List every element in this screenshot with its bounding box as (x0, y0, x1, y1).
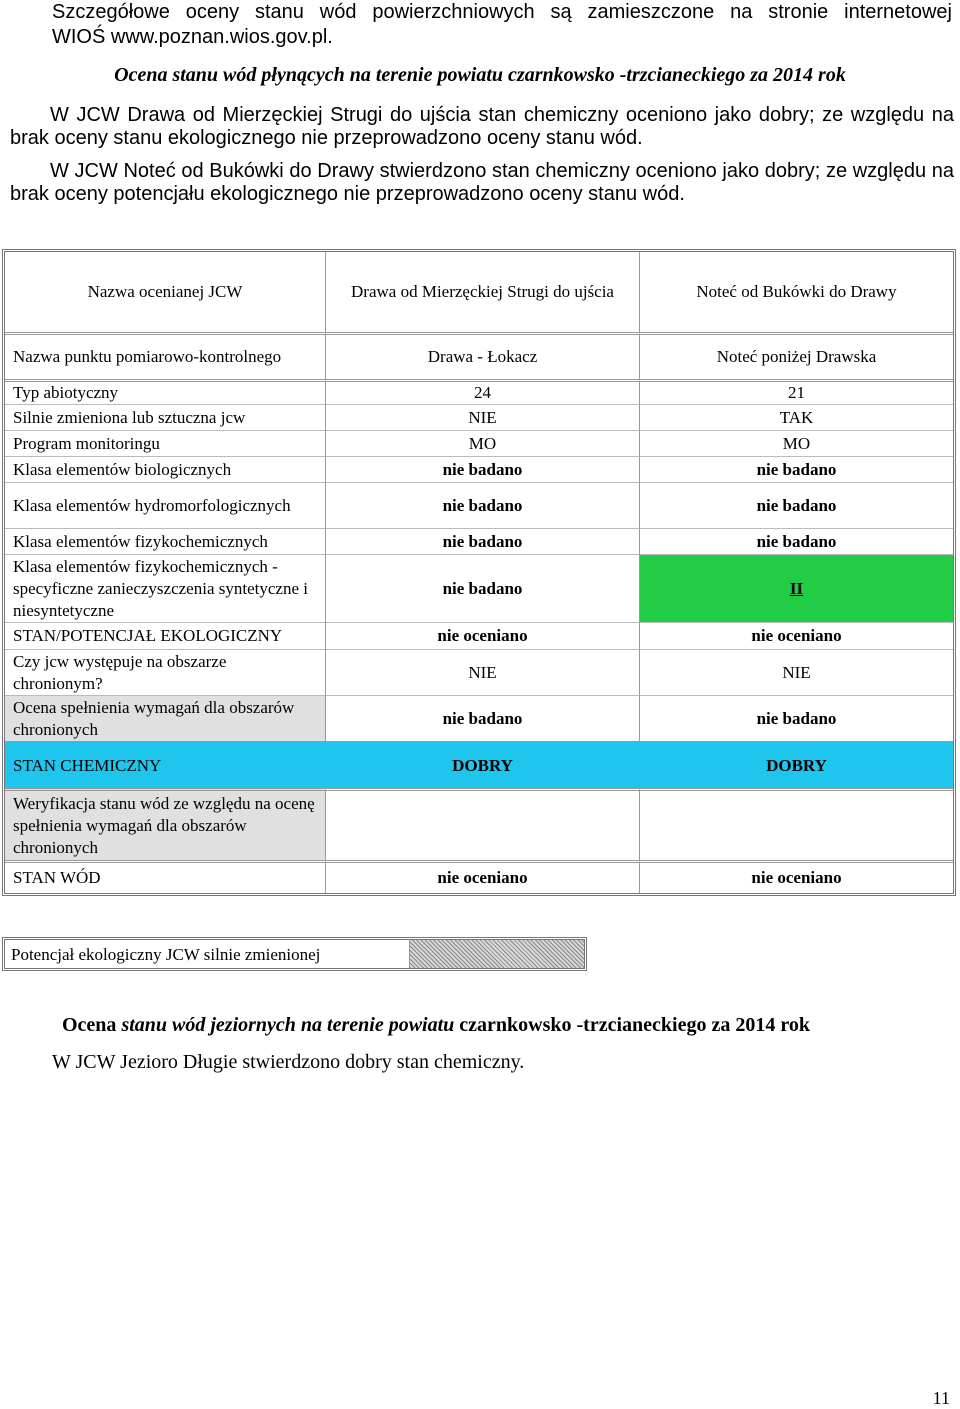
header-col1: Drawa od Mierzęckiej Strugi do ujścia (325, 252, 639, 332)
row-col1: nie oceniano (325, 860, 639, 893)
table-row (5, 741, 953, 788)
paragraph-notec: W JCW Noteć od Bukówki do Drawy stwierdzono stan chemiczny oceniono jako dobry; ze względu na brak oceny potencjału ekologicznego nie przeprowadzono oceny stanu wód. (10, 160, 954, 205)
table-row (5, 649, 953, 695)
row-label: Klasa elementów hydromorfologicznych (5, 482, 325, 528)
row-col2: nie badano (639, 695, 953, 741)
row-col1 (325, 788, 639, 860)
row-col2 (639, 788, 953, 860)
row-label: STAN/POTENCJAŁ EKOLOGICZNY (5, 622, 325, 649)
chemical-state-col1: DOBRY (325, 741, 639, 788)
row-label: Ocena spełnienia wymagań dla obszarów chronionych (5, 695, 325, 741)
heading-lakes-part3: czarnkowsko -trzcianeckiego za 2014 rok (454, 1014, 810, 1036)
header-label: Nazwa ocenianej JCW (87, 282, 243, 301)
table-row (5, 456, 953, 482)
row-col2: MO (639, 430, 953, 456)
table-row (5, 528, 953, 554)
table-row (5, 482, 953, 528)
row-label: Silnie zmieniona lub sztuczna jcw (5, 404, 325, 430)
row-col2: nie oceniano (639, 860, 953, 893)
row-col1: 24 (325, 379, 639, 404)
row-col2: TAK (639, 404, 953, 430)
table-row (5, 622, 953, 649)
table-row (5, 554, 953, 622)
point-col2: Noteć poniżej Drawska (639, 332, 953, 379)
lake-text: W JCW Jezioro Długie stwierdzono dobry stan chemiczny. (52, 1051, 525, 1073)
intro-line-1: Szczegółowe oceny stanu wód powierzchniowych są zamieszczone na stronie internetowej (52, 1, 952, 23)
row-col2: nie oceniano (639, 622, 953, 649)
row-label: Weryfikacja stanu wód ze względu na ocenę spełnienia wymagań dla obszarów chronionych (5, 788, 325, 860)
row-col1: nie badano (325, 456, 639, 482)
class-ii-cell: II (639, 554, 953, 622)
row-col1: nie badano (325, 554, 639, 622)
table-header-row (5, 252, 953, 332)
row-col2: nie badano (639, 456, 953, 482)
table-row-point (5, 332, 953, 379)
table-row (5, 379, 953, 404)
row-col2: 21 (639, 379, 953, 404)
heading-lakes-part1: Ocena (62, 1014, 122, 1036)
row-col2: nie badano (639, 482, 953, 528)
heading-lakes (62, 1014, 810, 1037)
row-col2: nie badano (639, 528, 953, 554)
intro-text (52, 0, 952, 50)
row-col1: NIE (325, 404, 639, 430)
row-label: Typ abiotyczny (5, 379, 325, 404)
point-col1: Drawa - Łokacz (325, 332, 639, 379)
row-col1: MO (325, 430, 639, 456)
intro-line-2: WIOŚ www.poznan.wios.gov.pl. (52, 26, 333, 48)
assessment-table (2, 249, 956, 896)
row-label: Czy jcw występuje na obszarze chronionym? (5, 649, 325, 695)
table-row (5, 788, 953, 860)
table-row (5, 404, 953, 430)
row-col2: NIE (639, 649, 953, 695)
point-label: Nazwa punktu pomiarowo-kontrolnego (5, 332, 325, 379)
page-number: 11 (932, 1388, 950, 1408)
row-label: STAN WÓD (5, 860, 325, 893)
chemical-state-label: STAN CHEMICZNY (5, 741, 325, 788)
hatched-swatch (409, 940, 584, 968)
heading-rivers: Ocena stanu wód płynących na terenie powiatu czarnkowsko -trzcianeckiego za 2014 rok (114, 64, 846, 86)
table-row (5, 695, 953, 741)
row-col1: nie badano (325, 482, 639, 528)
table-row (5, 430, 953, 456)
row-label: Klasa elementów fizykochemicznych (5, 528, 325, 554)
table-row (5, 860, 953, 893)
row-label: Klasa elementów biologicznych (5, 456, 325, 482)
row-col1: nie badano (325, 695, 639, 741)
row-col1: nie badano (325, 528, 639, 554)
row-label: Program monitoringu (5, 430, 325, 456)
row-label: Klasa elementów fizykochemicznych - specyficzne zanieczyszczenia syntetyczne i niesyntetyczne (5, 554, 325, 622)
potential-label: Potencjał ekologiczny JCW silnie zmienionej (11, 945, 321, 964)
heading-lakes-part2: stanu wód jeziornych na terenie powiatu (121, 1014, 455, 1036)
header-col2: Noteć od Bukówki do Drawy (639, 252, 953, 332)
row-col1: NIE (325, 649, 639, 695)
potential-box (2, 937, 587, 971)
row-col1: nie oceniano (325, 622, 639, 649)
paragraph-drawa: W JCW Drawa od Mierzęckiej Strugi do ujścia stan chemiczny oceniono jako dobry; ze względu na brak oceny stanu ekologicznego nie przeprowadzono oceny stanu wód. (10, 104, 954, 149)
chemical-state-col2: DOBRY (639, 741, 953, 788)
